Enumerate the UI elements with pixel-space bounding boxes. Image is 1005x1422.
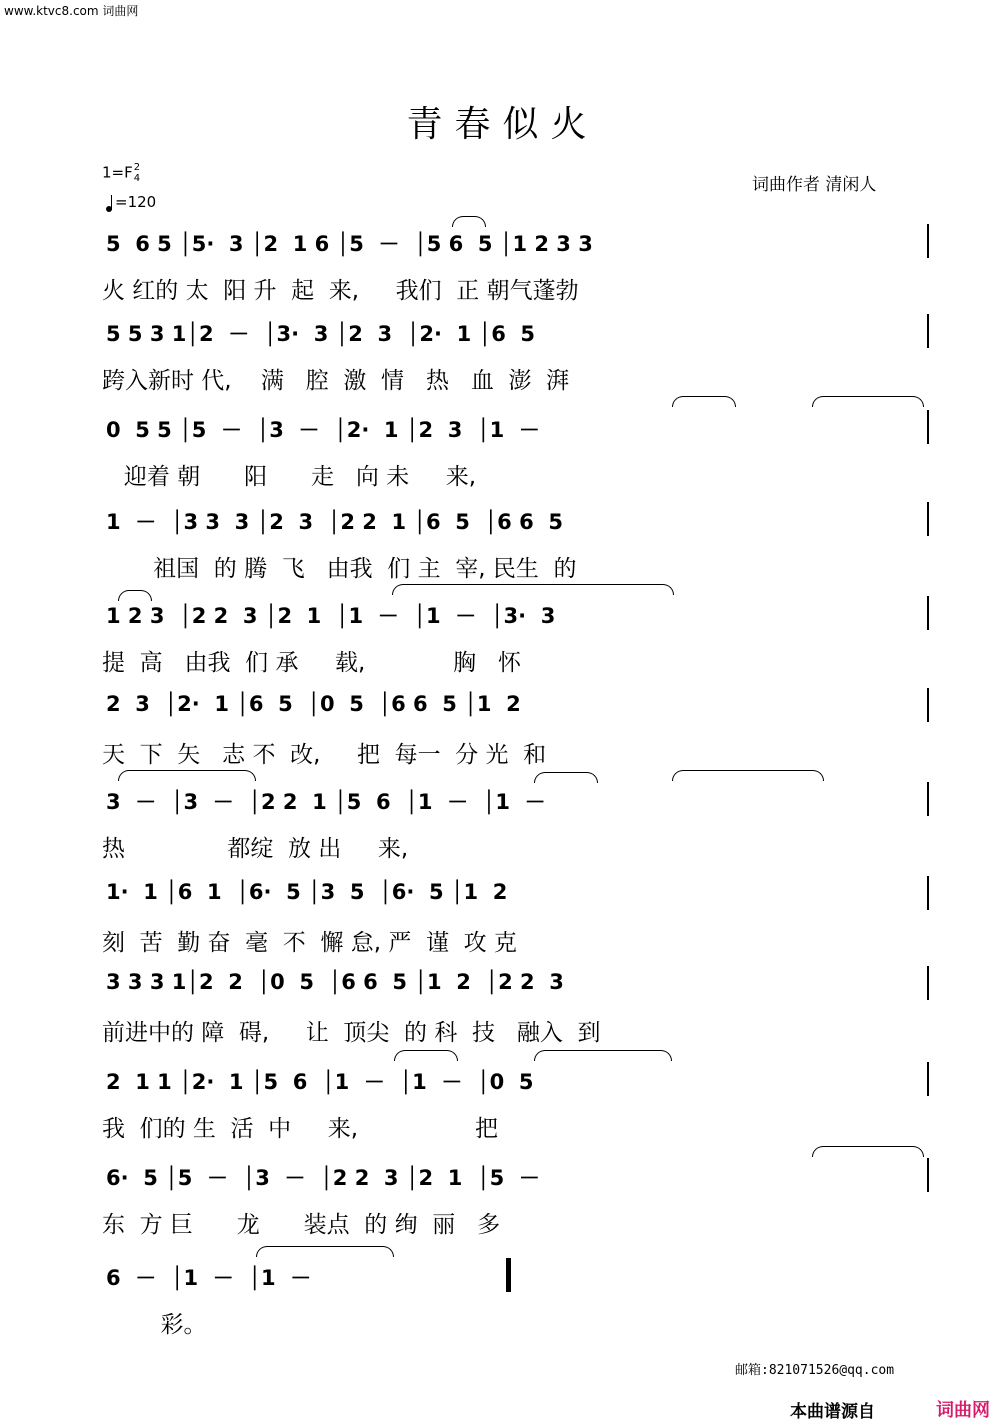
key-signature <box>102 162 140 184</box>
barline <box>927 782 929 816</box>
notation-line: 5 5 3 1│2 － │3· 3 │2 3 │2· 1 │6 5 <box>106 322 536 346</box>
barline <box>927 314 929 348</box>
lyrics-line: 东 方 巨 龙 装点 的 绚 丽 多 <box>102 1212 501 1238</box>
time-denominator: 4 <box>133 173 141 184</box>
barline <box>927 966 929 1000</box>
slur-mark <box>118 590 152 601</box>
barline <box>927 596 929 630</box>
barline <box>927 688 929 722</box>
final-barline <box>506 1258 511 1292</box>
song-title: 青春似火 <box>406 104 599 145</box>
lyrics-line: 前进中的 障 碍, 让 顶尖 的 科 技 融入 到 <box>102 1020 601 1046</box>
notation-line: 2 1 1 │2· 1 │5 6 │1 － │1 － │0 5 <box>106 1070 534 1094</box>
tempo-value: =120 <box>115 193 157 211</box>
lyrics-line: 彩。 <box>102 1312 207 1338</box>
slur-mark <box>672 396 736 407</box>
barline <box>927 224 929 258</box>
lyrics-line: 火 红的 太 阳 升 起 来, 我们 正 朝气蓬勃 <box>102 278 579 304</box>
slur-mark <box>812 396 924 407</box>
time-numerator: 2 <box>133 162 141 173</box>
slur-mark <box>672 770 824 781</box>
notation-line: 6 － │1 － │1 － <box>106 1266 312 1290</box>
slur-mark <box>812 1146 924 1157</box>
barline <box>927 1062 929 1096</box>
slur-mark <box>118 770 256 781</box>
barline <box>927 1158 929 1192</box>
notation-line: 1 － │3 3 3 │2 3 │2 2 1 │6 5 │6 6 5 <box>106 510 563 534</box>
notation-line: 1 2 3 │2 2 3 │2 1 │1 － │1 － │3· 3 <box>106 604 556 628</box>
barline <box>927 876 929 910</box>
time-signature <box>134 162 140 184</box>
notation-line: 0 5 5 │5 － │3 － │2· 1 │2 3 │1 － <box>106 418 540 442</box>
notation-line: 3 3 3 1│2 2 │0 5 │6 6 5 │1 2 │2 2 3 <box>106 970 564 994</box>
lyrics-line: 祖国 的 腾 飞 由我 们 主 宰, 民生 的 <box>102 556 577 582</box>
tempo-marking <box>106 193 156 211</box>
footer-logo[interactable]: 词曲网 <box>936 1400 990 1421</box>
lyrics-line: 迎着 朝 阳 走 向 未 来, <box>102 464 477 490</box>
barline <box>927 502 929 536</box>
composer-credit: 词曲作者 清闲人 <box>752 175 877 195</box>
slur-mark <box>534 772 598 783</box>
lyrics-line: 我 们的 生 活 中 来, 把 <box>102 1116 499 1142</box>
slur-mark <box>534 1050 672 1061</box>
slur-mark <box>392 584 674 595</box>
key-text: 1=F <box>102 163 133 182</box>
notation-line: 1· 1 │6 1 │6· 5 │3 5 │6· 5 │1 2 <box>106 880 508 904</box>
notation-line: 6· 5 │5 － │3 － │2 2 3 │2 1 │5 － <box>106 1166 540 1190</box>
notation-line: 5 6 5 │5· 3 │2 1 6 │5 － │5 6 5 │1 2 3 3 <box>106 232 593 256</box>
slur-mark <box>452 216 486 227</box>
slur-mark <box>394 1050 458 1061</box>
lyrics-line: 提 高 由我 们 承 载, 胸 怀 <box>102 650 522 676</box>
notation-line: 2 3 │2· 1 │6 5 │0 5 │6 6 5 │1 2 <box>106 692 521 716</box>
lyrics-line: 热 都绽 放 出 来, <box>102 836 409 862</box>
barline <box>927 410 929 444</box>
footer-source: 本曲谱源自 <box>790 1402 875 1422</box>
lyrics-line: 刻 苦 勤 奋 毫 不 懈 怠, 严 谨 攻 克 <box>102 930 517 956</box>
footer-email: 邮箱:821071526@qq.com <box>735 1363 895 1378</box>
slur-mark <box>256 1246 394 1257</box>
lyrics-line: 跨入新时 代, 满 腔 激 情 热 血 澎 湃 <box>102 368 570 394</box>
quarter-note-icon <box>106 206 112 212</box>
notation-line: 3 － │3 － │2 2 1 │5 6 │1 － │1 － <box>106 790 546 814</box>
lyrics-line: 天 下 矢 志 不 改, 把 每一 分 光 和 <box>102 742 547 768</box>
site-watermark: www.ktvc8.com 词曲网 <box>4 4 139 18</box>
